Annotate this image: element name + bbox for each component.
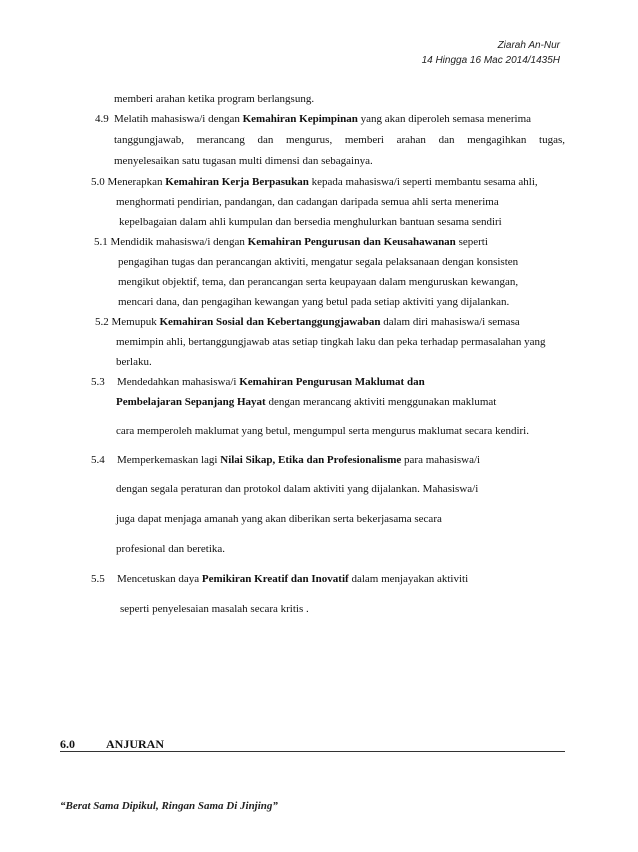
item-5-2-line-3: berlaku. (116, 356, 152, 368)
item-5-3-line-2: Pembelajaran Sepanjang Hayat dengan merancang aktiviti menggunakan maklumat (116, 396, 497, 408)
item-5-3-keyword-2: Pembelajaran Sepanjang Hayat (116, 396, 266, 408)
item-5-3-number: 5.3 (91, 376, 105, 388)
item-4-9-keyword: Kemahiran Kepimpinan (242, 113, 358, 125)
item-5-4-line-3: juga dapat menjaga amanah yang akan diberikan serta bekerjasama secara (116, 513, 442, 525)
item-5-2-line-1: 5.2 Memupuk Kemahiran Sosial dan Kebertanggungjawaban dalam diri mahasiswa/i semasa (95, 316, 520, 328)
header-title: Ziarah An-Nur (497, 40, 560, 51)
item-5-5-keyword: Pemikiran Kreatif dan Inovatif (201, 573, 349, 585)
item-4-9-line-2: tanggungjawab, merancang dan mengurus, memberi arahan dan mengagihkan tugas, (114, 134, 565, 146)
item-5-1-line-1: 5.1 Mendidik mahasiswa/i dengan Kemahiran Pengurusan dan Keusahawanan seperti (94, 236, 488, 248)
item-5-1-keyword: Kemahiran Pengurusan dan Keusahawanan (247, 236, 456, 248)
item-5-1-line-4: mencari dana, dan pengagihan kewangan yang betul pada setiap aktiviti yang dijalankan. (118, 296, 510, 308)
item-5-3-keyword-1: Kemahiran Pengurusan Maklumat dan (239, 376, 425, 388)
item-5-5-line-1: Mencetuskan daya Pemikiran Kreatif dan Inovatif dalam menjayakan aktiviti (117, 573, 469, 585)
section-number: 6.0 (60, 737, 75, 751)
item-5-5-line-2: seperti penyelesaian masalah secara kritis . (120, 603, 309, 615)
item-5-0-line-1: 5.0 Menerapkan Kemahiran Kerja Berpasukan kepada mahasiswa/i seperti membantu sesama ahli, (91, 176, 538, 188)
item-5-2-keyword: Kemahiran Sosial dan Kebertanggungjawaban (159, 316, 381, 328)
item-5-0-line-2: menghormati pendirian, pandangan, dan cadangan daripada semua ahli serta menerima (116, 196, 499, 208)
item-5-4-line-1: Memperkemaskan lagi Nilai Sikap, Etika dan Profesionalisme para mahasiswa/i (117, 454, 481, 466)
item-5-0-keyword: Kemahiran Kerja Berpasukan (165, 176, 309, 188)
item-5-4-number: 5.4 (91, 454, 105, 466)
item-4-9-number: 4.9 (95, 113, 109, 125)
item-4-9-line-1: Melatih mahasiswa/i dengan Kemahiran Kepimpinan yang akan diperoleh semasa menerima (114, 113, 532, 125)
item-5-3-line-1: Mendedahkan mahasiswa/i Kemahiran Pengurusan Maklumat dan (117, 376, 425, 388)
item-5-1-line-2: pengagihan tugas dan perancangan aktiviti, mengatur segala pelaksanaan dengan konsisten (118, 256, 519, 268)
section-title: ANJURAN (106, 737, 164, 751)
page-footer-quote: “Berat Sama Dipikul, Ringan Sama Di Jinjing” (60, 800, 278, 812)
item-5-5-number: 5.5 (91, 573, 105, 585)
item-5-0-line-3: kepelbagaian dalam ahli kumpulan dan bersedia menghulurkan bantuan sesama sendiri (119, 216, 502, 228)
item-5-4-keyword: Nilai Sikap, Etika dan Profesionalisme (220, 454, 402, 466)
item-5-4-line-2: dengan segala peraturan dan protokol dalam aktiviti yang dijalankan. Mahasiswa/i (116, 483, 479, 495)
header-date: 14 Hingga 16 Mac 2014/1435H (421, 55, 560, 66)
item-5-3-line-3: cara memperoleh maklumat yang betul, mengumpul serta mengurus maklumat secara kendiri. (116, 425, 529, 437)
page-header (422, 38, 560, 68)
continuation-line: memberi arahan ketika program berlangsung. (114, 93, 315, 105)
section-heading (60, 733, 565, 752)
item-5-1-line-3: mengikut objektif, tema, dan perancangan serta keupayaan dalam menguruskan kewangan, (118, 276, 519, 288)
item-5-2-line-2: memimpin ahli, bertanggungjawab atas setiap tingkah laku dan peka terhadap permasalahan yang (116, 336, 546, 348)
item-5-4-line-4: profesional dan beretika. (116, 543, 226, 555)
item-4-9-line-3: menyelesaikan satu tugasan multi dimensi dan sebagainya. (114, 155, 373, 167)
